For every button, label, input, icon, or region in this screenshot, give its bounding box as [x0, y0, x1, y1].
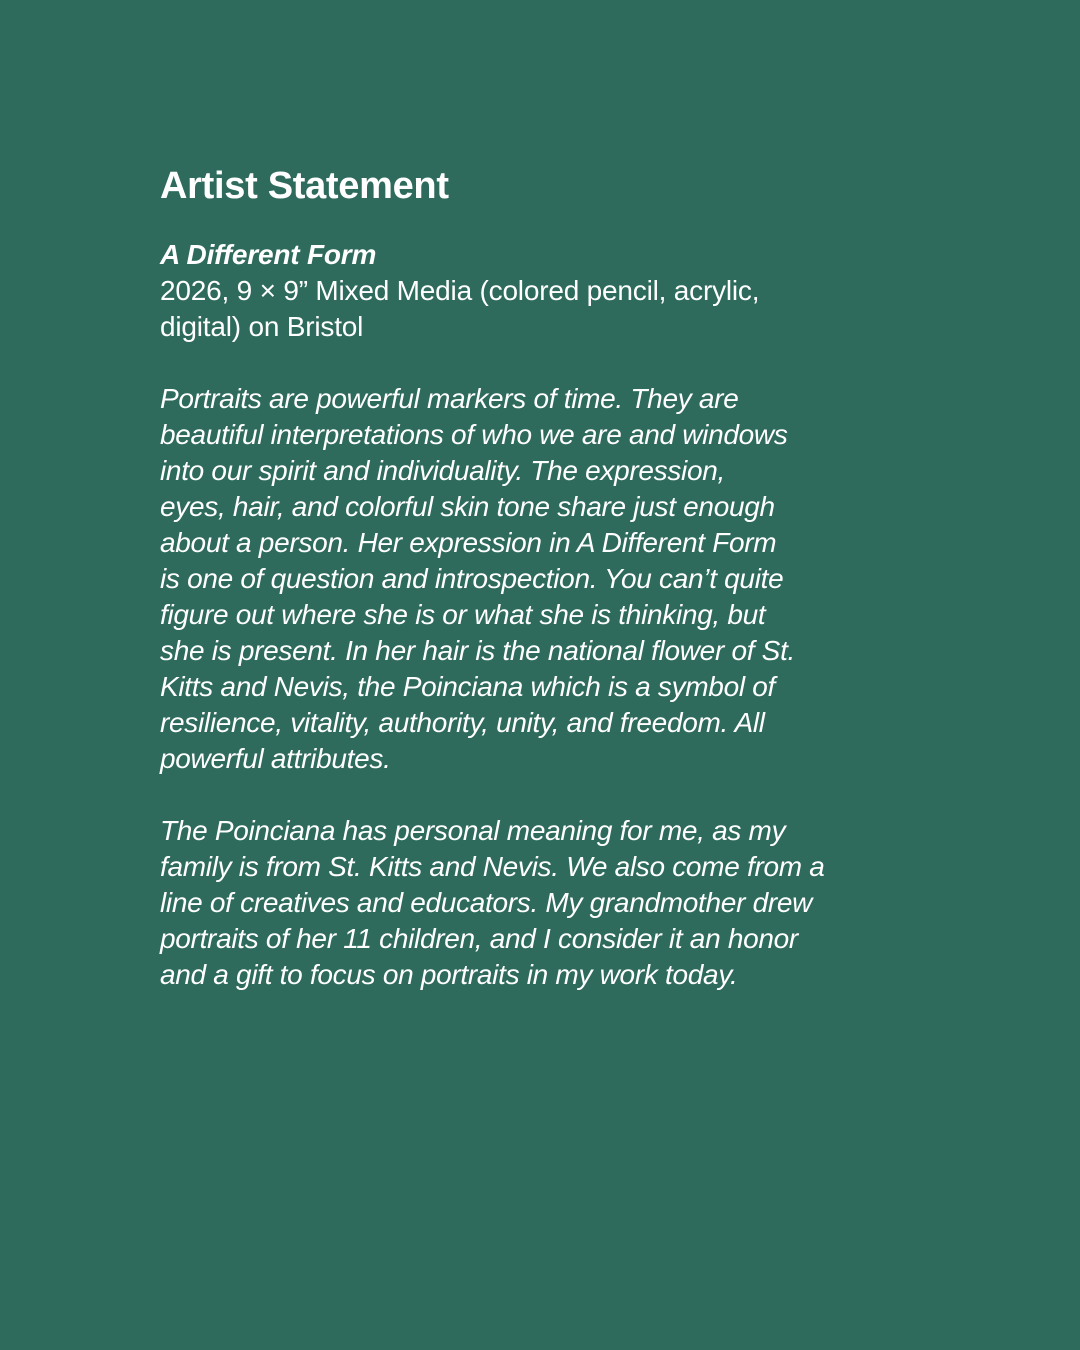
paragraph-line: line of creatives and educators. My grandmother drew [160, 887, 813, 918]
statement-paragraph-1 [160, 381, 930, 777]
page-title: Artist Statement [160, 165, 449, 207]
paragraph-line: beautiful interpretations of who we are and windows [160, 419, 788, 450]
paragraph-line: eyes, hair, and colorful skin tone share just enough [160, 491, 775, 522]
artist-statement-panel [160, 160, 930, 993]
paragraph-line: The Poinciana has personal meaning for me, as my [160, 815, 786, 846]
paragraph-line: about a person. Her expression in A Different Form [160, 527, 777, 558]
artwork-title: A Different Form [160, 239, 377, 270]
paragraph-line: she is present. In her hair is the national flower of St. [160, 635, 796, 666]
artwork-meta-line: 2026, 9 × 9” Mixed Media (colored pencil, acrylic, [160, 275, 760, 306]
paragraph-line: family is from St. Kitts and Nevis. We also come from a [160, 851, 825, 882]
artwork-meta-line: digital) on Bristol [160, 311, 364, 342]
paragraph-line: is one of question and introspection. You can’t quite [160, 563, 784, 594]
paragraph-line: and a gift to focus on portraits in my work today. [160, 959, 738, 990]
paragraph-line: figure out where she is or what she is thinking, but [160, 599, 766, 630]
paragraph-line: Kitts and Nevis, the Poinciana which is a symbol of [160, 671, 776, 702]
paragraph-line: powerful attributes. [160, 743, 391, 774]
paragraph-line: Portraits are powerful markers of time. They are [160, 383, 739, 414]
statement-paragraph-2 [160, 813, 930, 993]
paragraph-line: resilience, vitality, authority, unity, and freedom. All [160, 707, 765, 738]
paragraph-line: portraits of her 11 children, and I consider it an honor [160, 923, 798, 954]
paragraph-line: into our spirit and individuality. The expression, [160, 455, 726, 486]
artwork-details [160, 237, 930, 345]
